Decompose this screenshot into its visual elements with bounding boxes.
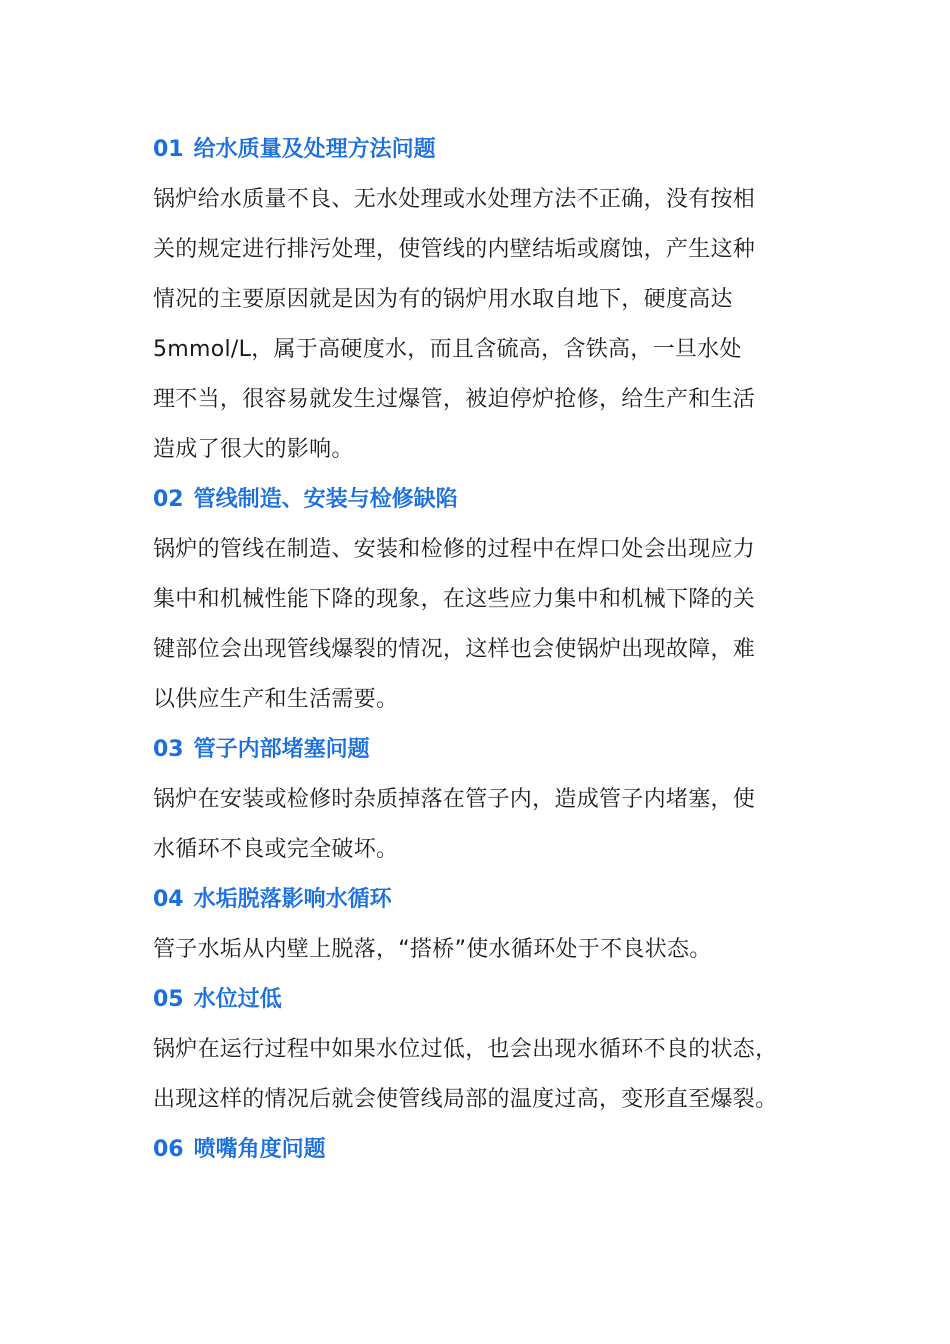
section-number: 06 — [153, 1137, 184, 1162]
text-line: 锅炉的管线在制造、安装和检修的过程中在焊口处会出现应力 — [153, 537, 756, 562]
section-number: 03 — [153, 737, 184, 762]
section-paragraph — [153, 525, 803, 725]
section-04 — [153, 875, 803, 975]
section-title: 水垢脱落影响水循环 — [193, 887, 392, 912]
section-03 — [153, 725, 803, 875]
text-line: 锅炉在运行过程中如果水位过低，也会出现水循环不良的状态， — [153, 1037, 778, 1062]
section-title: 管子内部堵塞问题 — [193, 737, 370, 762]
section-number: 04 — [153, 887, 184, 912]
text-line: 以供应生产和生活需要。 — [153, 687, 399, 712]
section-heading — [153, 1125, 803, 1175]
text-line: 关的规定进行排污处理，使管线的内壁结垢或腐蚀，产生这种 — [153, 237, 756, 262]
section-05 — [153, 975, 803, 1125]
section-06 — [153, 1125, 803, 1175]
text-line: 键部位会出现管线爆裂的情况，这样也会使锅炉出现故障，难 — [153, 637, 756, 662]
text-line: 锅炉给水质量不良、无水处理或水处理方法不正确，没有按相 — [153, 187, 756, 212]
text-line: 水循环不良或完全破坏。 — [153, 837, 399, 862]
text-line: 出现这样的情况后就会使管线局部的温度过高，变形直至爆裂。 — [153, 1087, 778, 1112]
text-line: 管子水垢从内壁上脱落，“搭桥”使水循环处于不良状态。 — [153, 937, 712, 962]
section-paragraph — [153, 925, 803, 975]
text-line: 5mmol/L，属于高硬度水，而且含硫高，含铁高，一旦水处 — [153, 337, 742, 362]
section-heading — [153, 975, 803, 1025]
section-title: 给水质量及处理方法问题 — [193, 137, 436, 162]
section-heading — [153, 875, 803, 925]
section-number: 01 — [153, 137, 184, 162]
section-title: 管线制造、安装与检修缺陷 — [193, 487, 458, 512]
section-number: 05 — [153, 987, 184, 1012]
text-line: 情况的主要原因就是因为有的锅炉用水取自地下，硬度高达 — [153, 287, 733, 312]
section-number: 02 — [153, 487, 184, 512]
section-heading — [153, 125, 803, 175]
section-heading — [153, 725, 803, 775]
text-line: 集中和机械性能下降的现象，在这些应力集中和机械下降的关 — [153, 587, 756, 612]
section-title: 水位过低 — [193, 987, 282, 1012]
section-02 — [153, 475, 803, 725]
text-line: 造成了很大的影响。 — [153, 437, 354, 462]
text-line: 锅炉在安装或检修时杂质掉落在管子内，造成管子内堵塞，使 — [153, 787, 756, 812]
text-line: 理不当，很容易就发生过爆管，被迫停炉抢修，给生产和生活 — [153, 387, 756, 412]
section-01 — [153, 125, 803, 475]
document-body — [153, 125, 803, 1175]
section-paragraph — [153, 175, 803, 475]
section-heading — [153, 475, 803, 525]
section-title: 喷嘴角度问题 — [193, 1137, 326, 1162]
section-paragraph — [153, 775, 803, 875]
section-paragraph — [153, 1025, 803, 1125]
